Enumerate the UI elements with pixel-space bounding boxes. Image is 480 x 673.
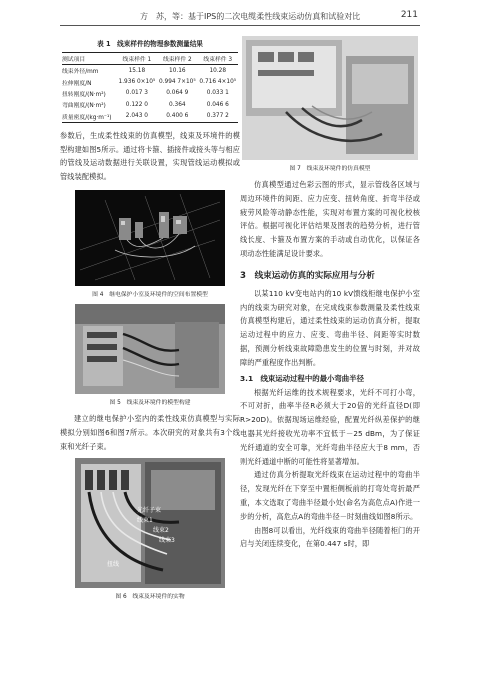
table-cell: 2.043 0	[117, 111, 157, 123]
fig6-label-fiber: 光纤子束	[137, 507, 162, 515]
figure-6-caption: 图 6 线束及环境件的实物	[115, 594, 185, 601]
right-paragraph-1: 仿真模型通过色彩云图的形式，显示管线各区域与周边环境件的间距、应力应变、扭转角度、折弯半径或疲劳风险等动静态性能，实现对布置方案的可视化校核评估。根据可视化评估结果及图表的趋势分析，进行管线长度、卡箍及布置方案的手动或自动优化，以保证各项动态性能满足设计要求。	[240, 180, 420, 258]
table-cell: 0.364	[169, 101, 186, 108]
table-cell: 0.017 3	[125, 90, 148, 97]
table-cell: 0.033 1	[206, 90, 229, 97]
running-title: 方 苏，等：基于IPS的二次电缆柔性线束运动仿真和试验对比	[140, 12, 361, 21]
table-cell: 弯曲刚度/(N·m²)	[62, 103, 106, 110]
figure-4-image	[75, 190, 225, 286]
figure-5-image	[75, 304, 225, 394]
figure-4-caption: 图 4 继电保护小室及环境件的空间布置模型	[92, 292, 208, 299]
table-cell: 质量密度/(kg·m⁻¹)	[62, 111, 117, 123]
figure-6-image	[75, 458, 225, 588]
fig6-label-harness1: 线束1	[137, 517, 153, 525]
running-header	[0, 0, 480, 30]
table-cell: 0.377 2	[198, 111, 238, 123]
table-cell: 0.994 7×10⁵	[158, 79, 196, 86]
table-row	[62, 111, 238, 123]
right-paragraph-5: 由图8可以看出，光纤线束的弯曲半径随着柜门的开启与关闭连续变化，在第0.447 s时，即	[240, 525, 420, 549]
table-header-row	[62, 53, 238, 65]
col-header: 测试项目	[62, 53, 117, 65]
left-paragraph-2: 建立的继电保护小室内的柔性线束仿真模型与实际模拟分别如图6和图7所示。本次研究的对象共有3个线束和光纤子束。	[60, 414, 240, 451]
table-cell: 0.400 6	[157, 111, 197, 123]
table1-caption: 表 1 线束样件的物理参数测量结果	[97, 40, 203, 48]
fig6-label-harness3: 线束3	[159, 537, 175, 545]
table-cell: 扭转刚度/(N·m²)	[62, 91, 106, 98]
table-cell: 0.064 9	[166, 90, 189, 97]
table-cell: 0.122 0	[125, 101, 148, 108]
table-cell: 1.936 0×10⁵	[118, 79, 156, 86]
figure-7-image	[242, 36, 418, 160]
subsection-3-1-title: 3.1 线束运动过程中的最小弯曲半径	[240, 373, 364, 383]
figure-5-caption: 图 5 线束及环境件的模型构建	[109, 400, 191, 407]
table-cell: 10.16	[169, 67, 186, 74]
header-rule	[60, 25, 420, 26]
table-row	[62, 99, 238, 110]
col-header: 线束样件 3	[198, 53, 238, 65]
left-paragraph-1: 参数后，生成柔性线束的仿真模型，线束及环境件的模型构建如图5所示。通过将卡箍、插接件或接头等与相应的管线及运动数据进行关联设置，实现管线运动模拟或管线装配模拟。	[60, 130, 240, 182]
left-column	[60, 34, 240, 606]
table-row	[62, 65, 238, 77]
section-3-title: 3 线束运动仿真的实际应用与分析	[240, 270, 375, 281]
fig6-label-twist: 扭线	[107, 561, 120, 569]
figure-7-caption: 图 7 线束及环境件的仿真模型	[289, 166, 371, 172]
page-number: 211	[400, 10, 418, 20]
fig6-label-harness2: 线束2	[153, 527, 169, 535]
right-paragraph-3: 根据光纤运维的技术规程要求，光纤不可打小弯，不可对折，曲率半径R必须大于20倍的光纤直径D(即R>20D)。依据现场运维经验，配置光纤纵差保护的继电器其光纤接收光功率不宜低于－25 dBm，为了保证光纤通道的安全可靠，光纤弯曲半径应大于8 mm，否则光纤通道中断的可能性将显著增加。	[240, 387, 420, 466]
col-header: 线束样件 2	[157, 53, 197, 65]
table-cell: 线束外径/mm	[62, 69, 99, 76]
table-cell: 0.046 6	[206, 101, 229, 108]
right-column	[240, 34, 420, 551]
table-row	[62, 76, 238, 87]
col-header: 线束样件 1	[117, 53, 157, 65]
table-cell: 15.18	[128, 67, 146, 74]
table1	[62, 52, 238, 123]
table-cell: 10.28	[209, 67, 227, 74]
right-paragraph-4: 通过仿真分析提取光纤线束在运动过程中的弯曲半径，发现光纤在下穿至中置柜侧板前的打弯处弯折最严重，本文选取了弯曲半径最小处(命名为高危点A)作进一步的分析，高危点A的弯曲半径－时刻曲线如图8所示。	[240, 470, 420, 521]
table-cell: 0.716 4×10⁵	[199, 79, 237, 86]
right-paragraph-2: 以某110 kV变电站内的10 kV馈线柜继电保护小室内的线束为研究对象，在完成线束参数测量及柔性线束仿真模型构建后，通过柔性线束的运动仿真分析，提取运动过程中的应力、应变、弯曲半径、间距等实时数据，预测分析线束故障隐患发生的位置与时刻，并对故障的严重程度作出判断。	[240, 288, 420, 367]
table-row	[62, 88, 238, 99]
table-cell: 拉伸刚度/N	[62, 80, 92, 87]
